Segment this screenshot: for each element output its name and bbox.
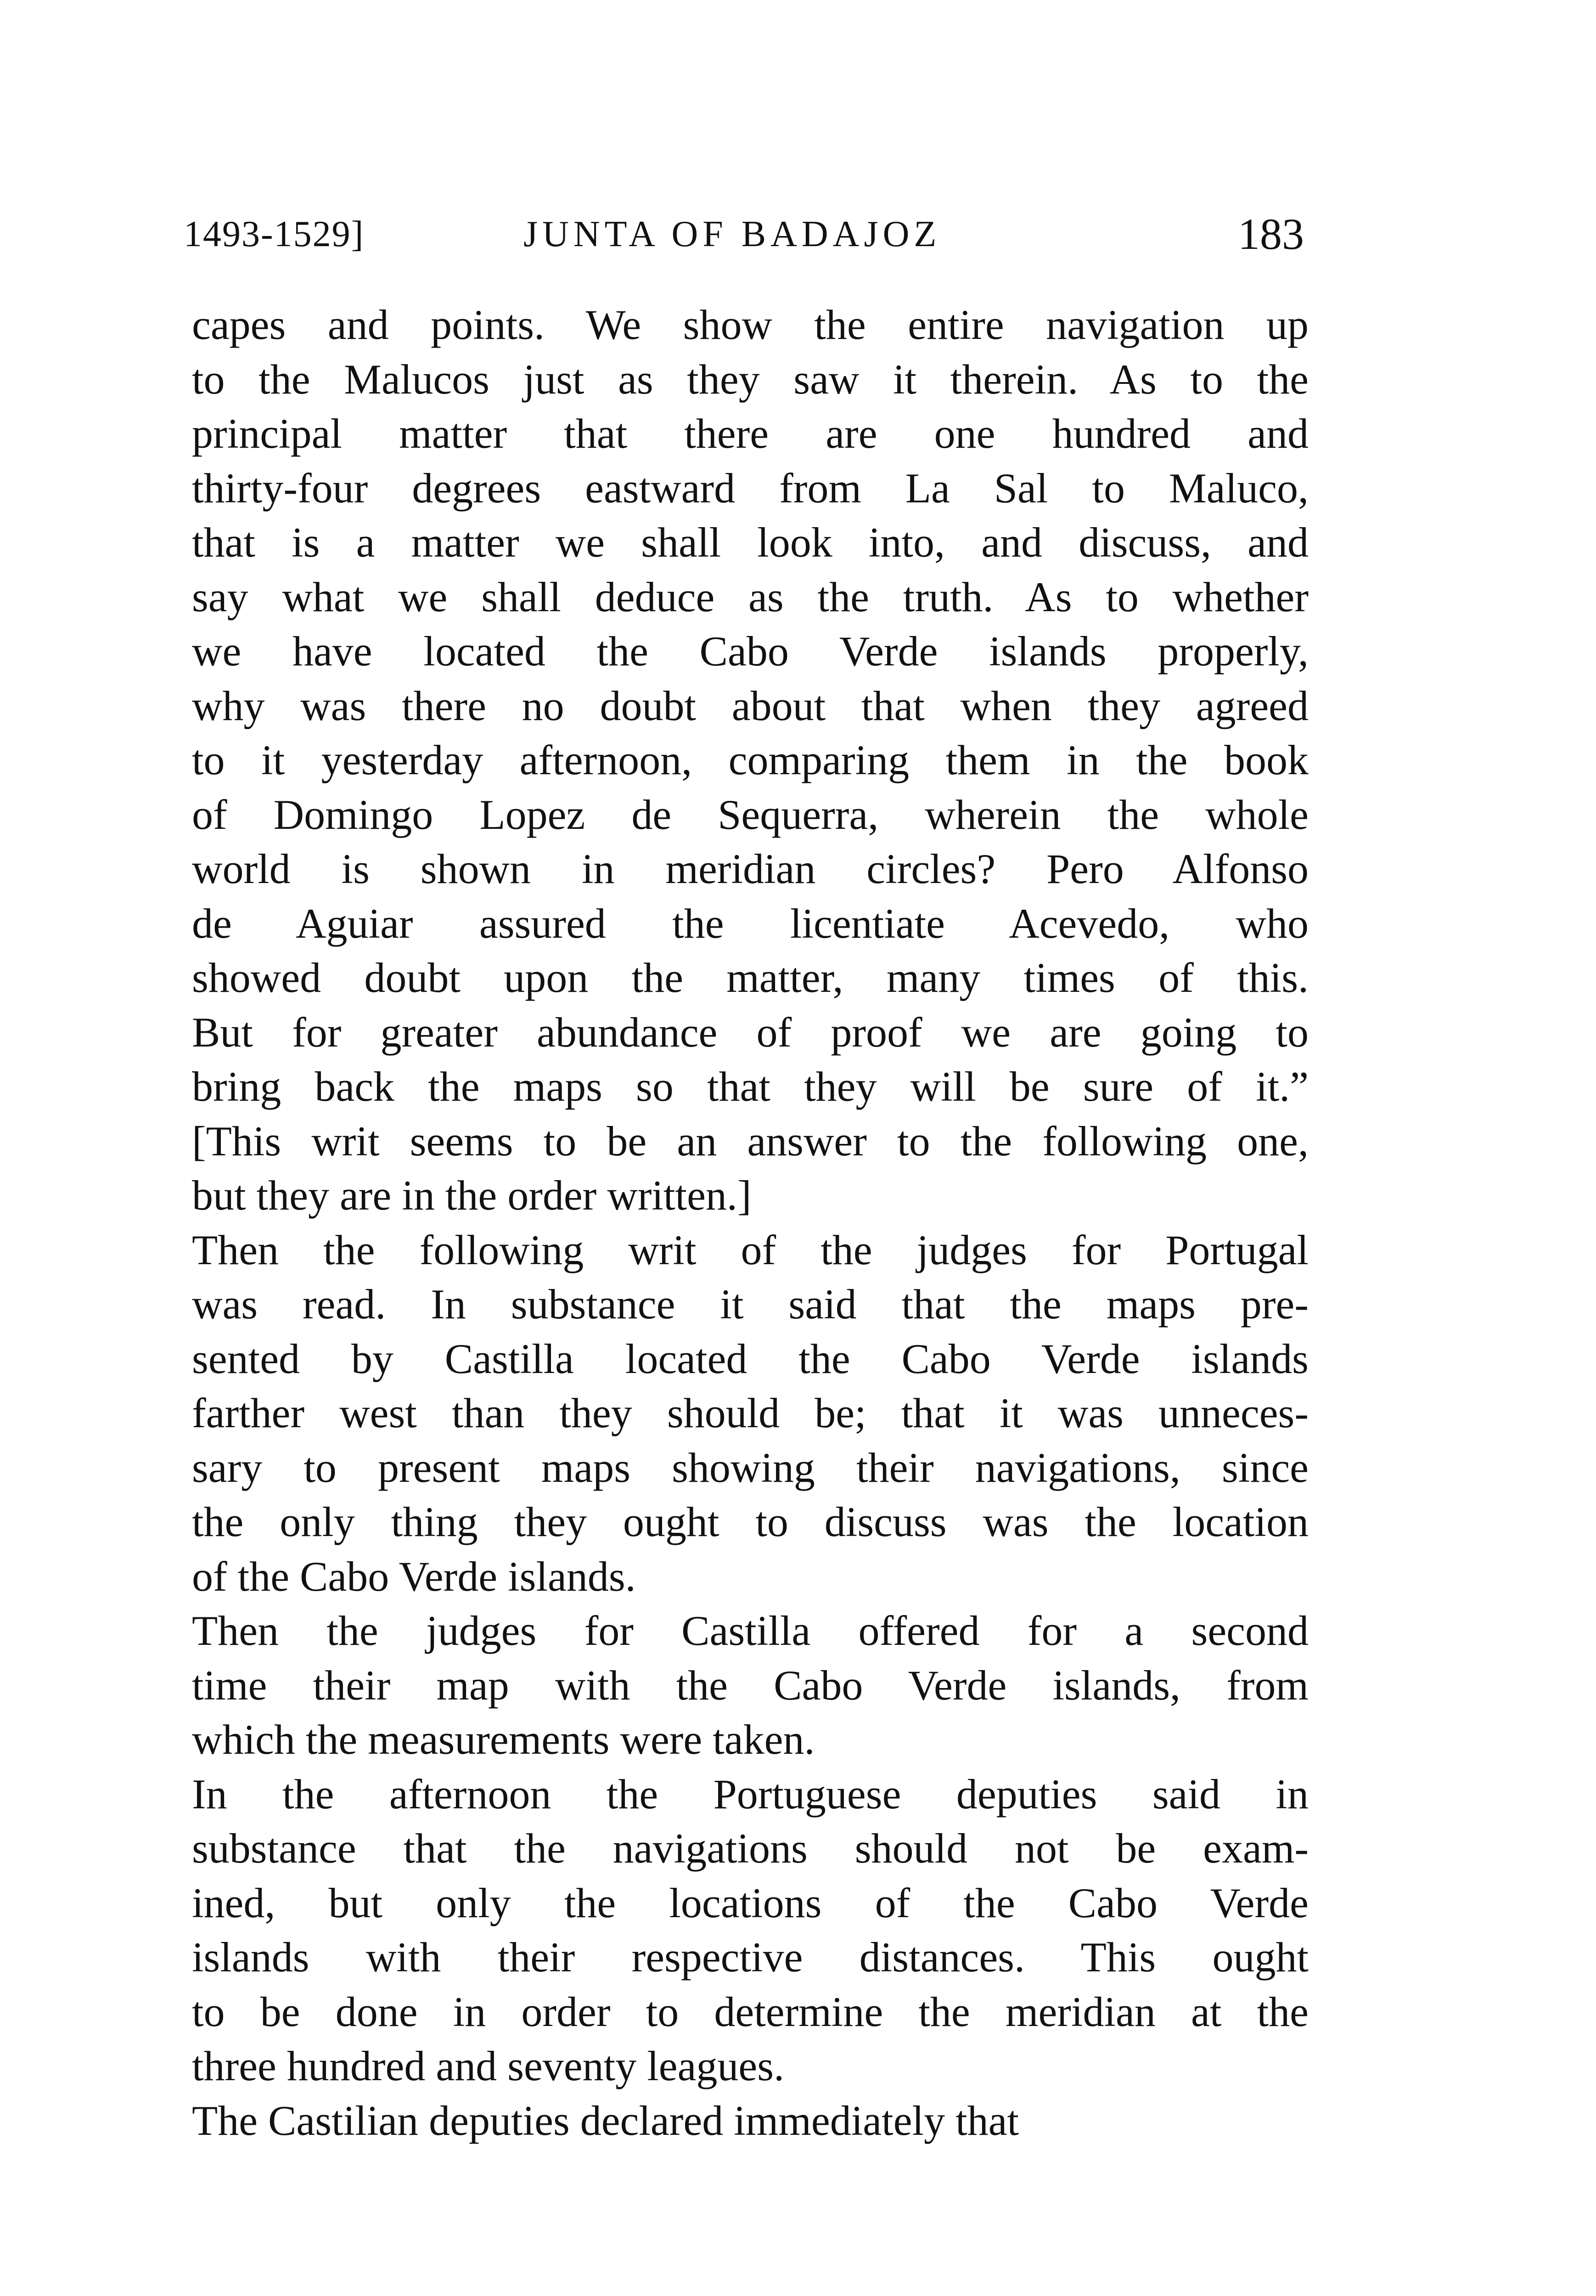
paragraph bbox=[192, 1767, 1309, 2093]
text-line: principal matter that there are one hundred and bbox=[192, 410, 1309, 457]
text-line: de Aguiar assured the licentiate Acevedo, who bbox=[192, 900, 1309, 947]
text-line: [This writ seems to be an answer to the following one, bbox=[192, 1117, 1309, 1165]
text-line: The Castilian deputies declared immediately that bbox=[192, 2097, 1019, 2144]
text-line: sented by Castilla located the Cabo Verde islands bbox=[192, 1335, 1309, 1382]
text-line: three hundred and seventy leagues. bbox=[192, 2043, 785, 2089]
text-line: Then the following writ of the judges for Portugal bbox=[192, 1226, 1309, 1273]
text-line: In the afternoon the Portuguese deputies said in bbox=[192, 1770, 1309, 1818]
text-line: say what we shall deduce as the truth. As to whether bbox=[192, 573, 1309, 620]
header-running-title: JUNTA OF BADAJOZ bbox=[523, 214, 941, 254]
paragraph bbox=[192, 1223, 1309, 1604]
paragraph bbox=[192, 298, 1309, 1223]
text-line: world is shown in meridian circles? Pero Alfonso bbox=[192, 845, 1309, 892]
text-line: time their map with the Cabo Verde islands, from bbox=[192, 1661, 1309, 1709]
text-line: we have located the Cabo Verde islands properly, bbox=[192, 628, 1309, 675]
header-date-range: 1493-1529] bbox=[184, 214, 365, 254]
text-line: the only thing they ought to discuss was the location bbox=[192, 1498, 1309, 1545]
text-line: to be done in order to determine the meridian at the bbox=[192, 1988, 1309, 2035]
text-line: to the Malucos just as they saw it therein. As to the bbox=[192, 355, 1309, 403]
paragraph bbox=[192, 2093, 1309, 2148]
text-line: sary to present maps showing their navigations, since bbox=[192, 1444, 1309, 1491]
text-line: of the Cabo Verde islands. bbox=[192, 1553, 636, 1600]
text-line: thirty-four degrees eastward from La Sal to Maluco, bbox=[192, 464, 1309, 512]
text-line: to it yesterday afternoon, comparing them in the book bbox=[192, 737, 1309, 783]
text-line: of Domingo Lopez de Sequerra, wherein the whole bbox=[192, 791, 1309, 838]
page-number: 183 bbox=[1238, 209, 1304, 259]
text-line: which the measurements were taken. bbox=[192, 1716, 815, 1763]
text-line: but they are in the order written.] bbox=[192, 1172, 752, 1219]
paragraph bbox=[192, 1604, 1309, 1767]
text-line: capes and points. We show the entire navigation up bbox=[192, 301, 1309, 348]
text-line: that is a matter we shall look into, and discuss, and bbox=[192, 519, 1309, 566]
running-header bbox=[184, 202, 1304, 266]
text-line: why was there no doubt about that when they agreed bbox=[192, 682, 1309, 729]
text-line: islands with their respective distances. This ought bbox=[192, 1934, 1309, 1981]
text-line: ined, but only the locations of the Cabo Verde bbox=[192, 1879, 1309, 1926]
text-line: bring back the maps so that they will be sure of it.” bbox=[192, 1063, 1309, 1110]
text-line: was read. In substance it said that the maps pre- bbox=[192, 1281, 1309, 1328]
text-line: showed doubt upon the matter, many times of this. bbox=[192, 954, 1309, 1001]
text-line: farther west than they should be; that it was unneces- bbox=[192, 1390, 1309, 1436]
text-line: substance that the navigations should not be exam- bbox=[192, 1825, 1309, 1872]
text-line: But for greater abundance of proof we are going to bbox=[192, 1008, 1309, 1056]
text-line: Then the judges for Castilla offered for a second bbox=[192, 1607, 1309, 1654]
body-text bbox=[192, 298, 1309, 2148]
